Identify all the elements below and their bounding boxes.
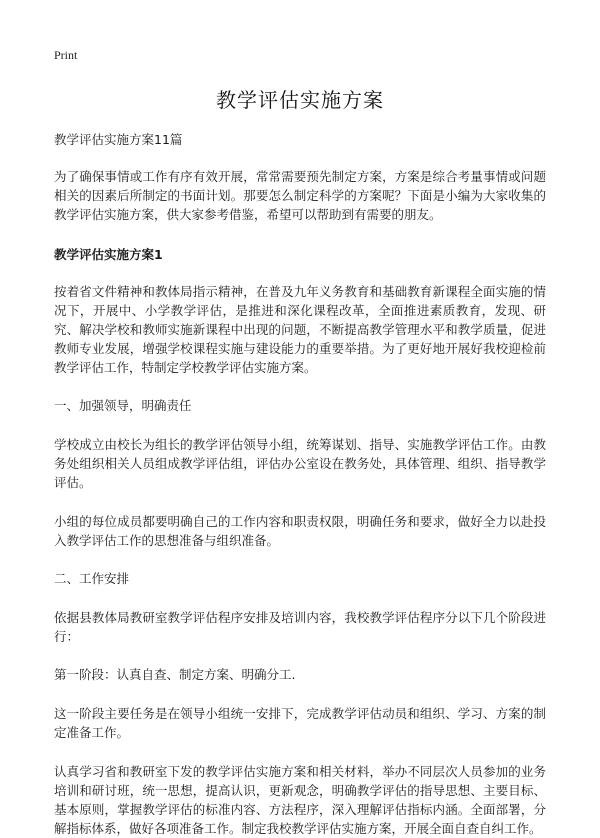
paragraph-study-training: 认真学习省和教研室下发的教学评估实施方案和相关材料，举办不同层次人员参加的业务培训和研讨班，统一思想，提高认识，更新观念，明确教学评估的指导思想、主要目标、基本原则，掌握教学评估的标准内容、方法程序，深入理解评估指标内涵。全面部署，分解指标体系，做好各项准备工作。制定我校教学评估实施方案，开展全面自查自纠工作。: [54, 764, 546, 836]
paragraph-background: 按着省文件精神和教体局指示精神，在普及九年义务教育和基础教育新课程全面实施的情况下，开展中、小学教学评估，是推进和深化课程改革，全面推进素质教育，发现、研究、解决学校和教师实施新课程中出现的问题，不断提高教学管理水平和教学质量，促进教师专业发展，增强学校课程实施与建设能力的重要举措。为了更好地开展好我校迎检前教学评估工作，特制定学校教学评估实施方案。: [54, 284, 546, 375]
document-subtitle: 教学评估实施方案11篇: [54, 132, 183, 147]
print-link[interactable]: Print: [54, 48, 78, 62]
paragraph-procedure: 依据县教体局教研室教学评估程序安排及培训内容，我校教学评估程序分以下几个阶段进行：: [54, 610, 546, 644]
stage-one-title: 第一阶段：认真自查、制定方案、明确分工.: [54, 667, 296, 682]
page-title: 教学评估实施方案: [216, 88, 384, 112]
paragraph-stage-one-task: 这一阶段主要任务是在领导小组统一安排下，完成教学评估动员和组织、学习、方案的制定准备工作。: [54, 706, 546, 740]
paragraph-leadership-group: 学校成立由校长为组长的教学评估领导小组，统筹谋划、指导、实施教学评估工作。由教务处组织相关人员组成教学评估组，评估办公室设在教务处，具体管理、组织、指导教学评估。: [54, 437, 546, 490]
section-title-arrangement: 二、工作安排: [54, 571, 130, 586]
intro-paragraph: 为了确保事情或工作有序有效开展，常常需要预先制定方案，方案是综合考量事情或问题相关的因素后所制定的书面计划。那要怎么制定科学的方案呢？下面是小编为大家收集的教学评估实施方案，供大家参考借鉴，希望可以帮助到有需要的朋友。: [54, 169, 546, 222]
section-heading-plan-1: 教学评估实施方案1: [54, 247, 163, 262]
section-title-leadership: 一、加强领导，明确责任: [54, 398, 192, 413]
paragraph-member-duties: 小组的每位成员都要明确自己的工作内容和职责权限，明确任务和要求，做好全力以赴投入教学评估工作的思想准备与组织准备。: [54, 514, 546, 548]
